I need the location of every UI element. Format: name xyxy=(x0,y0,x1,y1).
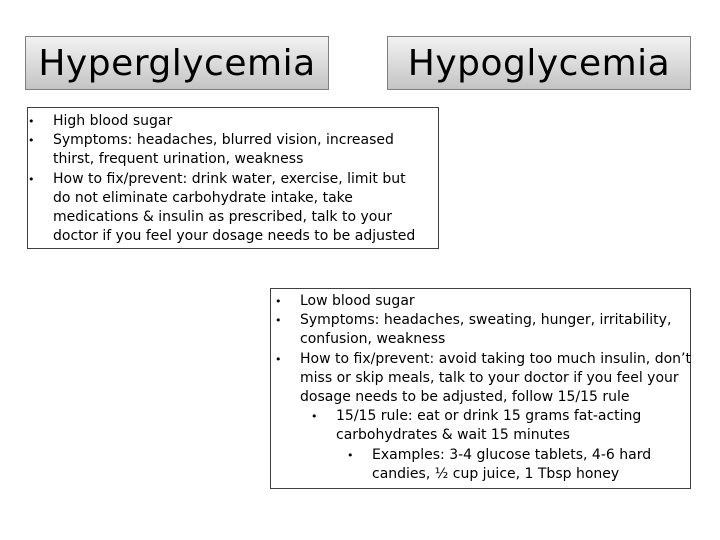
hypo-item-symptoms: Symptoms: headaches, sweating, hunger, irritability, confusion, weakness xyxy=(300,312,672,348)
list-item xyxy=(28,170,427,247)
hyperglycemia-list xyxy=(28,112,427,246)
list-item xyxy=(28,131,427,169)
hyperglycemia-title: Hyperglycemia xyxy=(25,36,329,90)
list-item xyxy=(275,311,692,349)
list-item xyxy=(300,407,692,445)
bullet-icon: • xyxy=(275,295,282,308)
hypo-item-blood-sugar: Low blood sugar xyxy=(300,293,415,309)
bullet-icon: • xyxy=(347,448,354,462)
hypo-item-examples: Examples: 3-4 glucose tablets, 4-6 hard candies, ½ cup juice, 1 Tbsp honey xyxy=(372,446,652,482)
hypoglycemia-title: Hypoglycemia xyxy=(387,36,691,90)
bullet-icon: • xyxy=(28,134,35,148)
hyper-item-fix-prevent: How to fix/prevent: drink water, exercise, limit but do not eliminate carbohydrate intake, take medications & insulin as prescribed, talk to your doctor if you feel your dosage needs to be adjusted xyxy=(53,170,416,245)
hypo-item-fix-prevent: How to fix/prevent: avoid taking too much insulin, don’t miss or skip meals, talk to your doctor if you feel your dosage needs to be adjusted, follow 15/15 rule xyxy=(300,350,691,406)
bullet-icon: • xyxy=(28,172,35,186)
list-item xyxy=(28,112,427,131)
list-item xyxy=(275,350,692,408)
hyper-item-blood-sugar: High blood sugar xyxy=(53,113,173,129)
bullet-icon: • xyxy=(275,352,282,366)
bullet-icon: • xyxy=(311,410,318,424)
bullet-icon: • xyxy=(28,115,35,128)
list-item xyxy=(275,292,692,311)
hypoglycemia-list xyxy=(275,292,692,484)
hyper-item-symptoms: Symptoms: headaches, blurred vision, increased thirst, frequent urination, weakness xyxy=(53,132,394,168)
list-item xyxy=(300,446,692,484)
bullet-icon: • xyxy=(275,314,282,328)
hypo-item-rule: 15/15 rule: eat or drink 15 grams fat-acting carbohydrates & wait 15 minutes xyxy=(336,408,642,444)
